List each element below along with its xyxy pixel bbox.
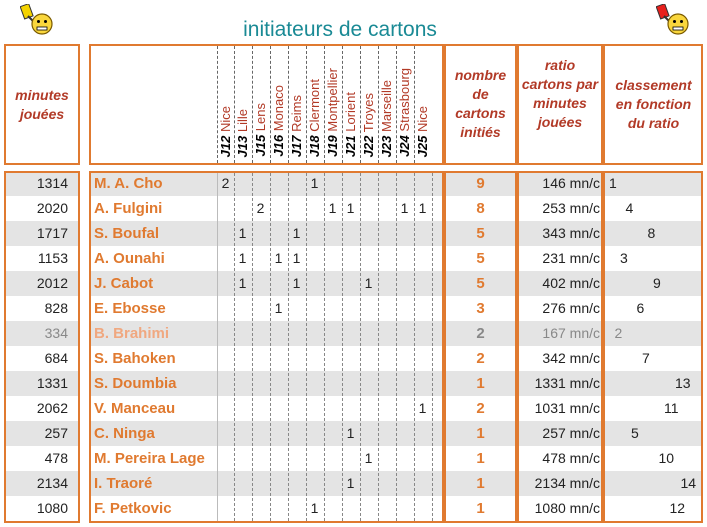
ratio-cell: 478 mn/c: [542, 450, 600, 466]
ratio-cell: 2134 mn/c: [534, 475, 600, 491]
rank-cell: 6: [636, 300, 645, 316]
minutes-cell: 1080: [36, 500, 68, 516]
card-count-cell: 1: [364, 275, 373, 291]
card-count-cell: 1: [292, 275, 301, 291]
minutes-cell: 684: [44, 350, 68, 366]
rank-cell: 4: [625, 200, 634, 216]
table-row: [0, 221, 707, 246]
minutes-cell: 334: [44, 325, 68, 341]
matchday-header: [308, 46, 322, 157]
player-name: F. Petkovic: [94, 500, 172, 517]
grid-line: [234, 173, 235, 521]
header-minutes: minutes jouées: [15, 87, 69, 122]
matchday-team: Reims: [289, 94, 304, 136]
rank-cell: 5: [631, 425, 639, 441]
ratio-cell: 343 mn/c: [542, 225, 600, 241]
card-total-cell: 3: [476, 300, 485, 317]
player-name: E. Ebosse: [94, 300, 166, 317]
table-row: [0, 421, 707, 446]
matchday-day: J12: [218, 135, 233, 157]
matchday-header: [290, 46, 304, 157]
player-name: S. Doumbia: [94, 375, 177, 392]
grid-line: [414, 173, 415, 521]
grid-line: [432, 173, 433, 521]
table-row: [0, 371, 707, 396]
matchday-team: Troyes: [361, 92, 376, 136]
matchday-team: Nice: [415, 105, 430, 136]
card-total-cell: 1: [476, 375, 485, 392]
table-row: [0, 496, 707, 521]
card-count-cell: 1: [346, 425, 355, 441]
header-ratio: ratio cartons par minutes jouées: [521, 57, 599, 130]
player-name: I. Traoré: [94, 475, 153, 492]
minutes-cell: 2062: [36, 400, 68, 416]
card-count-cell: 1: [292, 250, 301, 266]
matchday-header: [254, 46, 268, 157]
card-total-cell: 1: [476, 475, 485, 492]
ratio-cell: 1080 mn/c: [534, 500, 600, 516]
rank-cell: 7: [642, 350, 650, 366]
rank-cell: 3: [620, 250, 628, 266]
rank-cell: 12: [669, 500, 686, 516]
card-count-cell: 1: [400, 200, 409, 216]
rank-cell: 2: [614, 325, 623, 341]
table-row: [0, 346, 707, 371]
matchday-day: J15: [253, 135, 268, 157]
grid-line: [306, 173, 307, 521]
matchday-day: J22: [361, 135, 376, 157]
matchday-team: Lorient: [343, 91, 358, 136]
matchday-day: J13: [235, 135, 250, 157]
card-count-cell: 2: [221, 175, 230, 191]
matchday-team: Marseille: [379, 79, 394, 136]
card-count-cell: 1: [238, 275, 247, 291]
matchday-header: [326, 46, 340, 157]
matchday-header: [362, 46, 376, 157]
card-total-cell: 8: [476, 200, 485, 217]
matchday-header: [219, 46, 233, 157]
card-count-cell: 1: [238, 250, 247, 266]
ratio-cell: 146 mn/c: [542, 175, 600, 191]
grid-line: [360, 173, 361, 521]
ratio-cell: 402 mn/c: [542, 275, 600, 291]
minutes-cell: 828: [44, 300, 68, 316]
table-row: [0, 171, 707, 196]
matchday-header: [416, 46, 430, 157]
card-count-cell: 1: [346, 475, 355, 491]
matchday-header: [236, 46, 250, 157]
matchday-day: J19: [325, 135, 340, 157]
minutes-cell: 2020: [36, 200, 68, 216]
grid-line: [252, 173, 253, 521]
card-count-cell: 1: [418, 200, 427, 216]
grid-line: [378, 173, 379, 521]
table-row: [0, 296, 707, 321]
card-count-cell: 1: [238, 225, 247, 241]
card-count-cell: 2: [256, 200, 265, 216]
rank-cell: 8: [647, 225, 656, 241]
rank-cell: 9: [653, 275, 661, 291]
matchday-header: [380, 46, 394, 157]
card-total-cell: 5: [476, 250, 485, 267]
card-count-cell: 1: [310, 175, 319, 191]
table-row: [0, 196, 707, 221]
card-count-cell: 1: [292, 225, 301, 241]
table-row: [0, 246, 707, 271]
rank-cell: 10: [658, 450, 675, 466]
table-row: [0, 471, 707, 496]
card-count-cell: 1: [274, 250, 283, 266]
card-total-cell: 2: [476, 400, 485, 417]
player-name: B. Brahimi: [94, 325, 170, 342]
table-row: [0, 396, 707, 421]
card-total-cell: 9: [476, 175, 485, 192]
matchday-day: J24: [397, 135, 412, 157]
header-rank: classement en fonction du ratio: [615, 77, 692, 131]
matchday-day: J21: [343, 135, 358, 157]
player-name: S. Boufal: [94, 225, 160, 242]
ratio-cell: 1331 mn/c: [534, 375, 600, 391]
minutes-cell: 257: [44, 425, 68, 441]
player-name: S. Bahoken: [94, 350, 176, 367]
ratio-cell: 276 mn/c: [542, 300, 600, 316]
card-total-cell: 5: [476, 275, 485, 292]
player-name: A. Fulgini: [94, 200, 163, 217]
card-count-cell: 1: [418, 400, 427, 416]
table-row: [0, 321, 707, 346]
matchday-team: Lille: [235, 108, 250, 136]
player-name: A. Ounahi: [94, 250, 165, 267]
rank-cell: 14: [680, 475, 697, 491]
minutes-cell: 1331: [36, 375, 68, 391]
ratio-cell: 1031 mn/c: [534, 400, 600, 416]
grid-line: [342, 173, 343, 521]
card-total-cell: 1: [476, 450, 485, 467]
matchday-day: J16: [271, 135, 286, 157]
rank-cell: 11: [664, 400, 679, 416]
card-total-cell: 2: [476, 350, 485, 367]
rank-cell: 1: [609, 175, 617, 191]
matchday-day: J18: [307, 135, 322, 157]
grid-line: [270, 173, 271, 521]
player-name: M. Pereira Lage: [94, 450, 205, 467]
ratio-cell: 167 mn/c: [542, 325, 600, 341]
card-total-cell: 1: [476, 500, 485, 517]
header-count: nombre de cartons initiés: [454, 67, 507, 140]
matchday-day: J25: [415, 135, 430, 157]
ratio-cell: 253 mn/c: [542, 200, 600, 216]
matchday-team: Clermont: [307, 78, 322, 136]
matchday-day: J23: [379, 135, 394, 157]
card-count-cell: 1: [274, 300, 283, 316]
matchday-team: Nice: [218, 105, 233, 136]
minutes-cell: 1153: [37, 250, 68, 266]
card-total-cell: 1: [476, 425, 485, 442]
player-name: V. Manceau: [94, 400, 176, 417]
matchday-team: Monaco: [271, 85, 286, 136]
card-count-cell: 1: [364, 450, 373, 466]
card-total-cell: 5: [476, 225, 485, 242]
page-title: initiateurs de cartons: [243, 18, 437, 41]
minutes-cell: 2012: [36, 275, 68, 291]
card-count-cell: 1: [328, 200, 337, 216]
matchday-team: Strasbourg: [397, 68, 412, 136]
grid-line: [217, 173, 218, 521]
table-row: [0, 271, 707, 296]
minutes-cell: 2134: [36, 475, 68, 491]
matchday-team: Montpellier: [325, 68, 340, 136]
ratio-cell: 257 mn/c: [542, 425, 600, 441]
grid-line: [396, 173, 397, 521]
card-count-cell: 1: [310, 500, 319, 516]
player-name: J. Cabot: [94, 275, 154, 292]
minutes-cell: 1314: [36, 175, 68, 191]
ratio-cell: 342 mn/c: [542, 350, 600, 366]
card-total-cell: 2: [476, 325, 485, 342]
minutes-cell: 1717: [36, 225, 68, 241]
minutes-cell: 478: [44, 450, 68, 466]
matchday-header: [344, 46, 358, 157]
matchday-team: Lens: [253, 103, 268, 136]
player-name: M. A. Cho: [94, 175, 163, 192]
ratio-cell: 231 mn/c: [542, 250, 600, 266]
grid-line: [288, 173, 289, 521]
grid-line: [324, 173, 325, 521]
player-name: C. Ninga: [94, 425, 155, 442]
matchday-header: [272, 46, 286, 157]
card-count-cell: 1: [346, 200, 355, 216]
rank-cell: 13: [675, 375, 691, 391]
matchday-header: [398, 46, 412, 157]
table-row: [0, 446, 707, 471]
matchday-day: J17: [289, 135, 304, 157]
